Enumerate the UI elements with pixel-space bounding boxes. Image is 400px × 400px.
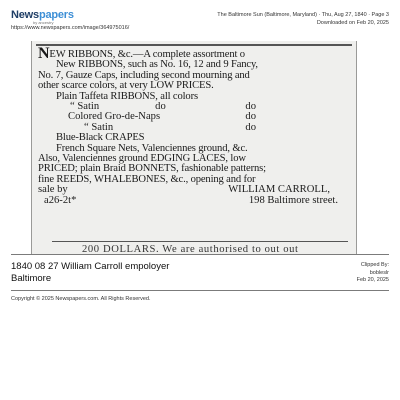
image-url[interactable]: https://www.newspapers.com/image/364975016/ [11, 25, 130, 31]
address-row [38, 196, 352, 206]
page-header [0, 0, 400, 36]
ditto-row-3-left: “ Satin [84, 121, 114, 133]
publication-info [217, 12, 389, 27]
newspapers-logo[interactable] [11, 9, 74, 25]
ditto-row-2-right: do [245, 111, 256, 123]
clipping-cutoff-text: 200 DOLLARS. We are authorised to out out [82, 244, 299, 254]
clipped-by-user[interactable]: bobleslr [369, 269, 389, 276]
sale-by-right: WILLIAM CARROLL, [228, 184, 330, 196]
drop-cap: N [38, 45, 50, 62]
clipping-line-1-text: EW RIBBONS, &c.—A complete assortment o [49, 49, 245, 60]
caption-title: 1840 08 27 William Carroll empoloyer [11, 261, 170, 272]
ditto-row-1-left: “ Satin [70, 101, 100, 113]
clipping-top-rule [36, 44, 352, 46]
footer-divider-top [11, 254, 389, 255]
publication-line: The Baltimore Sun (Baltimore, Maryland) · Thu, Aug 27, 1840 · Page 3 [217, 12, 389, 18]
clipping-text [38, 45, 352, 206]
clipping-line-9: PRICED; plain Braid BONNETS, fashionable patterns; [38, 163, 266, 175]
clipping-line-7: French Square Nets, Valenciennes ground, &c. [56, 142, 248, 154]
ditto-row-2-mid [160, 112, 245, 122]
ad-address: 198 Baltimore street. [248, 194, 338, 206]
caption-location: Baltimore [11, 273, 52, 284]
logo-text-main: News [11, 9, 39, 21]
logo-subtitle: by ancestry [33, 20, 54, 25]
copyright-notice: Copyright © 2025 Newspapers.com. All Rights Reserved. [11, 296, 151, 302]
clipping-line-2: New RIBBONS, such as No. 16, 12 and 9 Fancy, [56, 59, 258, 71]
ad-code: a26-2t* [44, 194, 77, 206]
clipping-caption [11, 261, 169, 285]
clipped-by-info [357, 262, 389, 285]
clipped-date: Feb 20, 2025 [356, 277, 389, 283]
footer-divider-bottom [11, 290, 389, 291]
ditto-row-1-right: do [245, 101, 256, 113]
logo-text-accent: papers [38, 9, 74, 21]
clipping-line-5: Plain Taffeta RIBBONS, all colors [56, 90, 198, 102]
sale-by-left: sale by [38, 184, 68, 196]
clipping-line-6: Blue-Black CRAPES [56, 132, 145, 144]
clipping-line-4: other scarce colors, at very LOW PRICES. [38, 80, 214, 92]
downloaded-line: Downloaded on Feb 20, 2025 [316, 19, 389, 26]
clipping-line-10: fine REEDS, WHALEBONES, &c., opening and for [38, 173, 256, 185]
ditto-row-1-mid: do [155, 101, 166, 113]
clipped-by-label: Clipped By: [360, 262, 389, 268]
clipping-line-8: Also, Valenciennes ground EDGING LACES, low [38, 153, 246, 165]
newspaper-clipping [31, 41, 357, 254]
ditto-row-2-left: Colored Gro-de-Naps [68, 111, 161, 123]
ditto-row-3-right: do [245, 121, 256, 133]
clipping-bottom-rule [52, 241, 348, 242]
clipping-line-3: No. 7, Gauze Caps, including second mourning and [38, 69, 250, 81]
